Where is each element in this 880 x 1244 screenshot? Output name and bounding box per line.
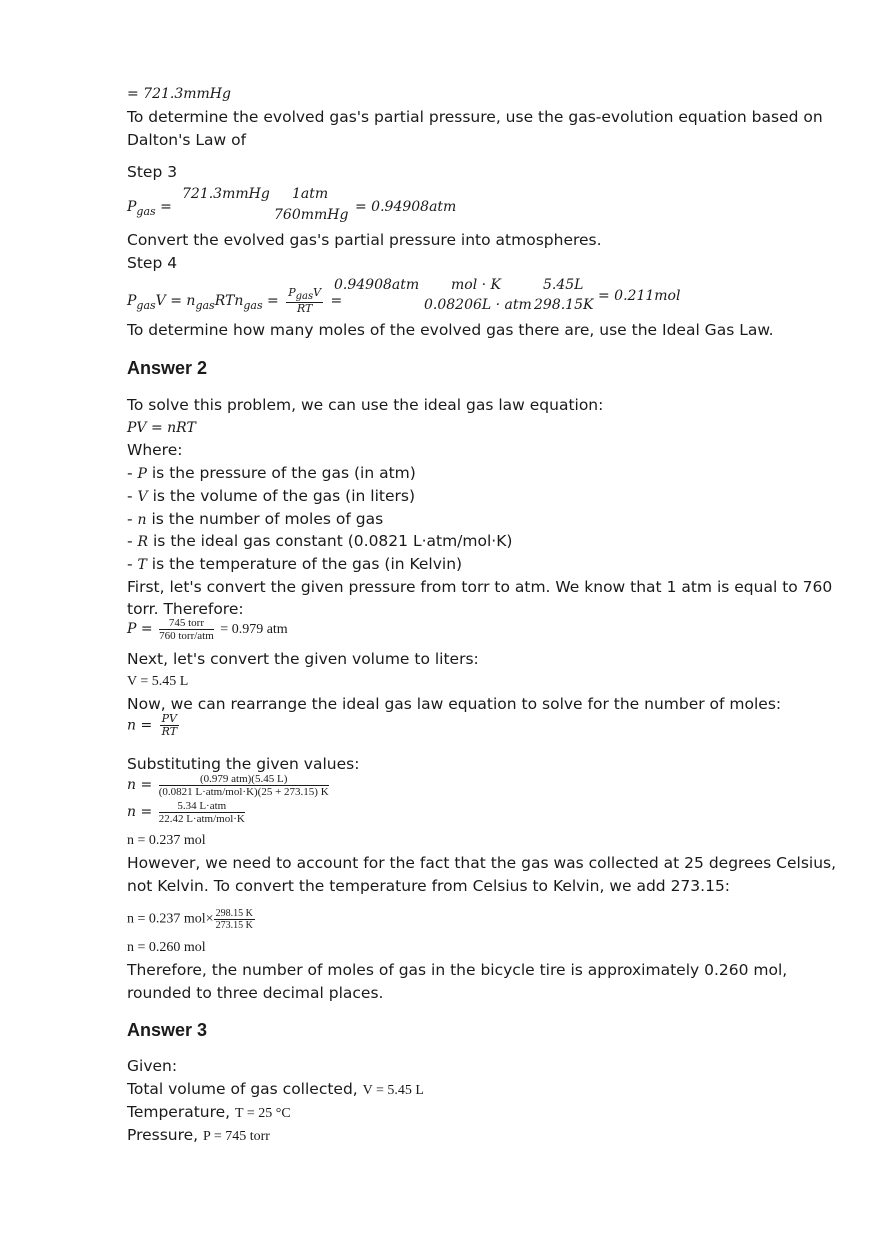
paragraph-line: Next, let's convert the given volume to liters: [127, 650, 479, 668]
fraction: $\frac{\text{(0.979 atm)(5.45 L)}}{\text{(0.0821 L·atm/mol·K)(25 + 273.15) K}}$ [158, 773, 329, 799]
fraction: $\frac{\text{5.34 L·atm}}{\text{22.42 L·atm/mol·K}}$ [158, 800, 245, 826]
paragraph-line: To solve this problem, we can use the ideal gas law equation: [127, 396, 604, 414]
equation-line: n = $\frac{PV}{RT}$ [127, 712, 178, 739]
paragraph-line: Therefore, the number of moles of gas in the bicycle tire is approximately 0.260 mol, [127, 961, 788, 979]
paragraph-line: Given: [127, 1057, 178, 1075]
equation-line: n = $\frac{\text{(0.979 atm)(5.45 L)}}{\text{(0.0821 L·atm/mol·K)(25 + 273.15) K}}$ [127, 773, 329, 799]
paragraph-line: Where: [127, 441, 183, 459]
equation-term: mol · K [451, 277, 501, 293]
fraction: $\frac{P_{gas}V}{RT}$ [288, 286, 322, 316]
equation-term: 5.45L [543, 277, 584, 293]
section-heading: Answer 3 [127, 1020, 208, 1040]
fraction: $\frac{PV}{RT}$ [161, 712, 178, 739]
paragraph-line: torr. Therefore: [127, 600, 244, 618]
list-item: - P is the pressure of the gas (in atm) [127, 464, 416, 482]
equation-lhs: $P_{gas}$ = [127, 199, 172, 218]
paragraph-line: Total volume of gas collected, V = 5.45 L [127, 1080, 424, 1098]
paragraph-line: rounded to three decimal places. [127, 984, 384, 1002]
fraction: $\frac{\text{745 torr}}{\text{760 torr/atm}}$ [159, 617, 214, 643]
paragraph-line: Dalton's Law of [127, 131, 247, 149]
equation-line: P = $\frac{\text{745 torr}}{\text{760 torr/atm}}$ = 0.979 atm [127, 617, 288, 643]
equation-result: = 0.94908atm [355, 199, 457, 215]
equation-lhs: $P_{gas}V = n_{gas}RTn_{gas}$ = $\frac{P_{gas}V}{RT}$ = [127, 286, 343, 316]
paragraph-line: First, let's convert the given pressure from torr to atm. We know that 1 atm is equal to 760 [127, 578, 833, 596]
equation-term: 1atm [292, 186, 329, 202]
step-label: Step 4 [127, 254, 178, 272]
paragraph-line: Convert the evolved gas's partial pressure into atmospheres. [127, 231, 602, 249]
equation-line: n = $\frac{\text{5.34 L·atm}}{\text{22.42 L·atm/mol·K}}$ [127, 800, 245, 826]
paragraph-line: Substituting the given values: [127, 755, 360, 773]
fraction: $\frac{298.15 K}{273.15 K}$ [215, 908, 253, 931]
equation-line: n = 0.237 mol× $\frac{298.15 K}{273.15 K}$ [127, 908, 253, 931]
equation-line: V = 5.45 L [127, 674, 189, 689]
paragraph-line: Pressure, P = 745 torr [127, 1126, 270, 1144]
paragraph-line: not Kelvin. To convert the temperature from Celsius to Kelvin, we add 273.15: [127, 877, 731, 895]
section-heading: Answer 2 [127, 358, 208, 378]
list-item: - V is the volume of the gas (in liters) [127, 487, 416, 505]
list-item: - n is the number of moles of gas [127, 510, 384, 528]
step-label: Step 3 [127, 163, 178, 181]
equation-term: 298.15K [534, 297, 594, 313]
equation-term: 721.3mmHg [182, 186, 270, 202]
equation-line: n = 0.237 mol [127, 833, 206, 848]
paragraph-line: Now, we can rearrange the ideal gas law equation to solve for the number of moles: [127, 695, 782, 713]
paragraph-line: To determine how many moles of the evolved gas there are, use the Ideal Gas Law. [127, 321, 774, 339]
equation-result: = 0.211mol [598, 288, 681, 304]
list-item: - R is the ideal gas constant (0.0821 L·atm/mol·K) [127, 532, 513, 550]
list-item: - T is the temperature of the gas (in Kelvin) [127, 555, 463, 573]
paragraph-line: To determine the evolved gas's partial pressure, use the gas-evolution equation based on [127, 108, 823, 126]
equation-line: n = 0.260 mol [127, 940, 206, 955]
equation-line: = 721.3mmHg [127, 86, 231, 102]
equation-line: PV = nRT [127, 420, 196, 436]
equation-term: 0.08206L · atm [424, 297, 532, 313]
equation-term: 0.94908atm [334, 277, 420, 293]
equation-term: 760mmHg [274, 207, 349, 223]
paragraph-line: However, we need to account for the fact that the gas was collected at 25 degrees Celsius, [127, 854, 837, 872]
paragraph-line: Temperature, T = 25 °C [127, 1103, 291, 1121]
